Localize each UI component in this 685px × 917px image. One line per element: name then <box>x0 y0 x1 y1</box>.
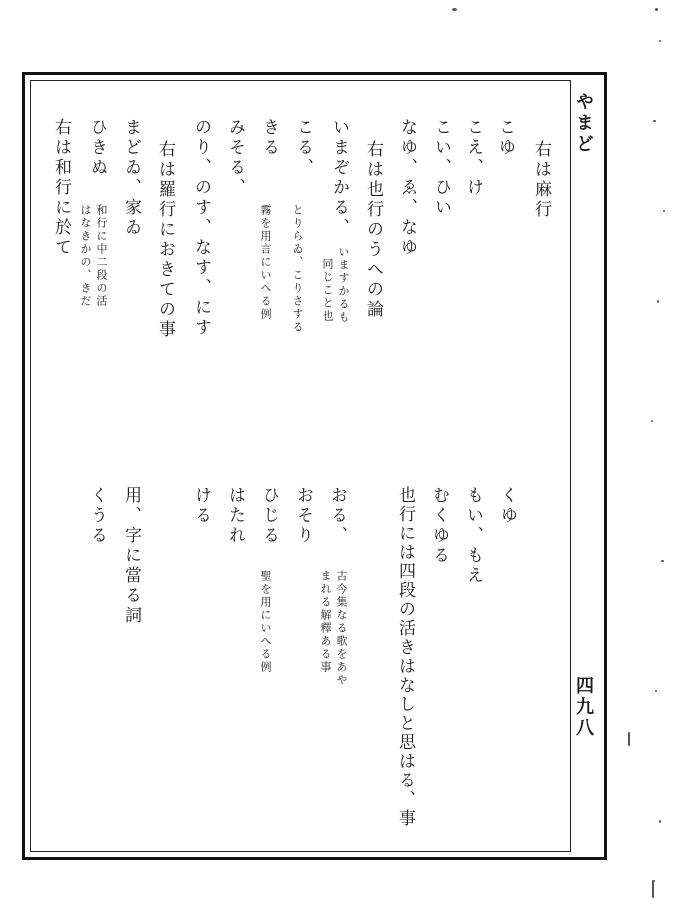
page-frame-inner <box>30 80 571 852</box>
page-number: 四九八 <box>573 676 594 739</box>
upper-line-4: こい、ひい <box>431 118 451 218</box>
upper-line-14: ひきぬ <box>87 118 107 178</box>
lower-line-5-note-b: まれる解釋ある事 <box>319 570 332 674</box>
upper-line-14-note-a: 和行に中二段の活 <box>95 204 108 308</box>
upper-line-14-note-b: はなきかの、きだ <box>79 204 92 308</box>
upper-line-3: こえ、け <box>463 118 483 198</box>
upper-line-8: こる、 <box>293 118 313 178</box>
upper-line-7-note-b: 同じこと也 <box>321 258 334 323</box>
lower-line-5-note-a: 古今集なる歌をあや <box>335 570 348 687</box>
lower-line-7: ひじる <box>259 486 279 546</box>
upper-line-9: きる <box>259 118 279 158</box>
upper-line-7: いまぞかる、 <box>329 118 349 238</box>
upper-line-15: 右は和行に於て <box>51 118 71 258</box>
upper-line-12: 右は羅行におきての事 <box>155 140 175 340</box>
lower-line-2: もい、もえ <box>463 486 483 586</box>
scan-mark <box>628 732 630 746</box>
upper-line-7-note-a: いますかるも <box>337 246 350 324</box>
lower-line-3: むくゆる <box>429 486 449 566</box>
upper-line-8-b: とりらゐ、こりさする <box>291 204 304 334</box>
upper-line-1: 右は麻行 <box>531 140 551 220</box>
upper-line-9-note: 霧を用言にいへる例 <box>259 204 272 321</box>
upper-line-10: みそる、 <box>225 118 245 198</box>
lower-line-8: はたれ <box>225 486 245 546</box>
scan-speck <box>452 8 457 11</box>
upper-line-6: 右は也行のうへの論 <box>363 140 383 320</box>
lower-line-1: くゆ <box>497 486 517 526</box>
binding-edge <box>645 0 685 917</box>
lower-line-5: おる、 <box>327 486 347 546</box>
lower-line-10: 用、字に當る詞 <box>121 486 141 626</box>
lower-line-6: おそり <box>293 486 313 546</box>
scan-mark <box>652 880 654 898</box>
lower-line-9: ける <box>191 486 211 526</box>
running-title: やまど <box>573 92 594 155</box>
lower-line-11: くうる <box>87 486 107 546</box>
lower-line-4: 也行には四段の活きはなしと思はる、事 <box>395 486 415 828</box>
upper-line-2: こゆ <box>495 118 515 158</box>
upper-line-11: のり、のす、なす、にす <box>191 118 211 338</box>
lower-line-7-note: 聖を用にいへる例 <box>259 570 272 674</box>
upper-line-13: まどゐ、家ゐ <box>121 118 141 238</box>
upper-line-5: なゆ、ゑ、なゆ <box>397 118 417 258</box>
